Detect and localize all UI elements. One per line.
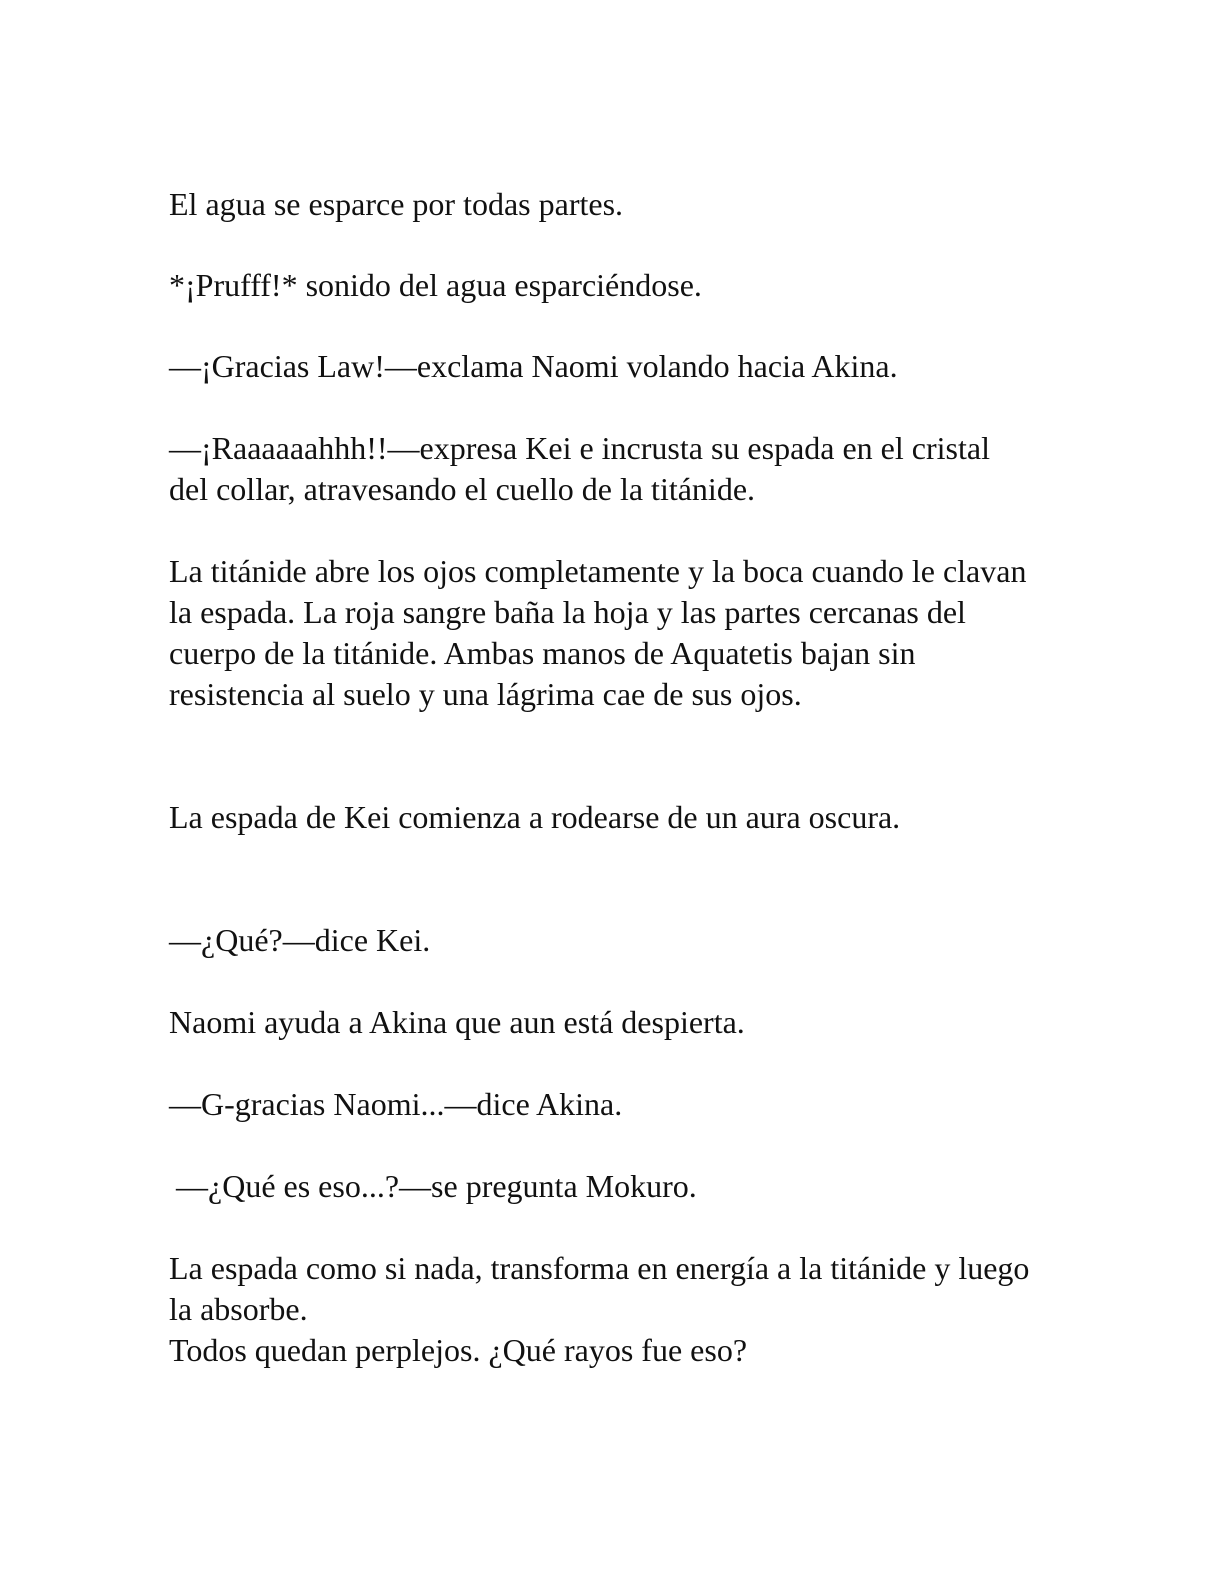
paragraph-splash-sound: *¡Prufff!* sonido del agua esparciéndose. [169,267,702,303]
paragraph-dialogue-akina: —G-gracias Naomi...—dice Akina. [169,1086,623,1122]
paragraph-dark-aura: La espada de Kei comienza a rodearse de un aura oscura. [169,799,901,835]
paragraph-everyone-perplexed: Todos quedan perplejos. ¿Qué rayos fue eso? [169,1332,748,1368]
paragraph-titanide-description: La titánide abre los ojos completamente y la boca cuando le clavan la espada. La roja sangre baña la hoja y las partes cercanas del cuerpo de la titánide. Ambas manos de Aquatetis bajan sin resistencia al suelo y una lágrima cae de sus ojos. [169,553,1027,712]
paragraph-dialogue-mokuro: —¿Qué es eso...?—se pregunta Mokuro. [176,1168,697,1204]
paragraph-dialogue-kei-question: —¿Qué?—dice Kei. [169,922,431,958]
paragraph-dialogue-naomi: —¡Gracias Law!—exclama Naomi volando hacia Akina. [169,348,898,384]
paragraph-dialogue-kei-attack: —¡Raaaaaahhh!!—expresa Kei e incrusta su espada en el cristal del collar, atravesando el cuello de la titánide. [169,430,990,507]
paragraph-water-spread: El agua se esparce por todas partes. [169,186,624,222]
paragraph-naomi-helps: Naomi ayuda a Akina que aun está despierta. [169,1004,745,1040]
paragraph-sword-absorbs: La espada como si nada, transforma en energía a la titánide y luego la absorbe. [169,1250,1030,1327]
